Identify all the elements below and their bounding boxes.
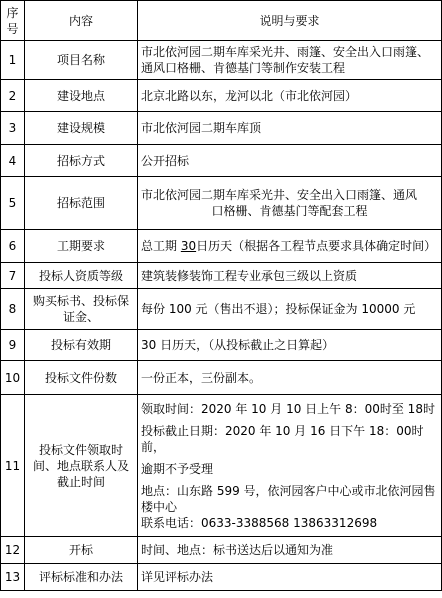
table-row [1,330,442,361]
row-item: 建设地点 [25,80,138,112]
duration-prefix: 总工期 [141,239,181,253]
row-item: 项目名称 [25,41,138,80]
row-num: 5 [1,177,25,230]
row-desc: 时间、地点：标书送达后以通知为准 [138,537,442,564]
row-item: 投标人资质等级 [25,263,138,289]
row-desc: 30 日历天，（从投标截止之日算起） [138,330,442,361]
table-row [1,41,442,80]
table-row [1,263,442,289]
table-row [1,289,442,330]
row-item: 购买标书、投标保证金、 [25,289,138,330]
row-item: 评标标准和办法 [25,564,138,591]
row-item: 建设规模 [25,112,138,145]
row-desc: 详见评标办法 [138,564,442,591]
table-row [1,80,442,112]
row-num: 4 [1,145,25,177]
row-item: 工期要求 [25,230,138,263]
table-row [1,112,442,145]
row-num: 6 [1,230,25,263]
receive-time: 领取时间：2020 年 10 月 10 日上午 8：00时至 18时 [141,401,435,416]
desc-line: 市北依河园二期车库采光井、安全出入口雨篷、通风 [141,188,418,202]
row-num: 10 [1,361,25,395]
header-row [1,1,442,41]
row-num: 12 [1,537,25,564]
bid-deadline: 投标截止日期：2020 年 10 月 16 日下午 18：00时前， [141,423,424,454]
late-notice: 逾期不予受理 [141,461,214,476]
address: 地点：山东路 599 号，依河园客户中心或市北依河园售楼中心 [141,483,436,514]
row-num: 11 [1,395,25,537]
row-desc [138,177,442,230]
row-desc: 市北依河园二期车库顶 [138,112,442,145]
header-item: 内容 [25,1,138,41]
duration-suffix: 日历天（根据各工程节点要求具体确定时间） [196,239,437,253]
contact-phone: 联系电话：0633-3388568 13863312698 [141,515,378,530]
row-desc: 市北依河园二期车库采光井、雨篷、安全出入口雨篷、通风口格栅、肯德基门等制作安装工程 [138,41,442,80]
header-desc: 说明与要求 [138,1,442,41]
row-item: 招标方式 [25,145,138,177]
row-num: 7 [1,263,25,289]
table-row [1,537,442,564]
row-num: 2 [1,80,25,112]
row-num: 8 [1,289,25,330]
table-row [1,177,442,230]
row-num: 1 [1,41,25,80]
row-desc: 每份 100 元（售出不退）；投标保证金为 10000 元 [138,289,442,330]
table-row [1,145,442,177]
row-item: 开标 [25,537,138,564]
row-item: 投标文件领取时间、地点联系人及截止时间 [25,395,138,537]
table-row [1,230,442,263]
row-num: 9 [1,330,25,361]
table-row [1,564,442,591]
row-num: 13 [1,564,25,591]
row-desc: 北京北路以东，龙河以北（市北依河园） [138,80,442,112]
row-num: 3 [1,112,25,145]
row-desc [138,395,442,537]
duration-days: 30 [180,239,197,253]
row-desc: 建筑装修装饰工程专业承包三级以上资质 [138,263,442,289]
row-desc: 公开招标 [138,145,442,177]
header-num: 序 号 [1,1,25,41]
table-row [1,395,442,537]
row-desc: 一份正本，三份副本。 [138,361,442,395]
table-row [1,361,442,395]
row-item: 招标范围 [25,177,138,230]
desc-line: 口格栅、肯德基门等配套工程 [211,204,368,218]
row-item: 投标文件份数 [25,361,138,395]
row-item: 投标有效期 [25,330,138,361]
row-desc [138,230,442,263]
